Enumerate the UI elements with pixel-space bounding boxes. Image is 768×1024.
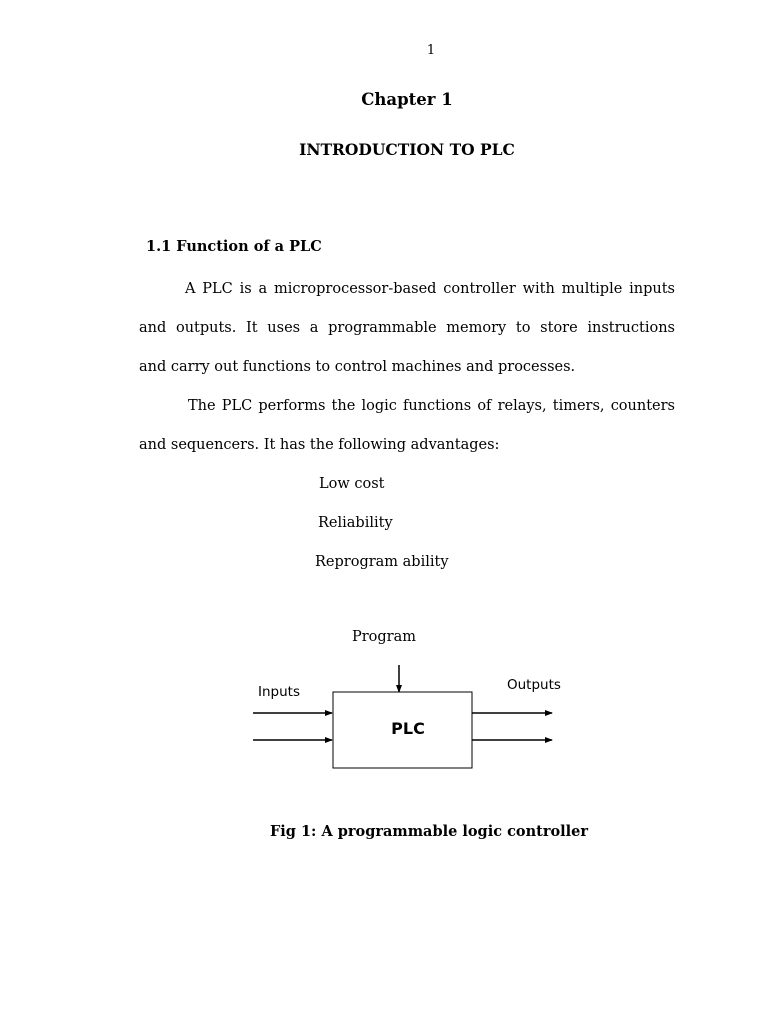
chapter-subtitle: INTRODUCTION TO PLC (299, 140, 515, 159)
plc-diagram-svg (240, 620, 580, 790)
inputs-label: Inputs (258, 684, 300, 700)
paragraph-line: The PLC performs the logic functions of relays, timers, counters (188, 398, 675, 414)
outputs-label: Outputs (507, 677, 561, 693)
advantage-item: Low cost (319, 476, 385, 492)
figure-caption: Fig 1: A programmable logic controller (269, 823, 589, 840)
page-number: 1 (426, 43, 436, 58)
plc-block-diagram (240, 620, 580, 790)
program-label: Program (351, 629, 417, 645)
section-heading: 1.1 Function of a PLC (146, 238, 322, 255)
plc-box-label: PLC (391, 719, 425, 738)
paragraph-line: and outputs. It uses a programmable memory to store instructions (139, 320, 675, 336)
paragraph-line: and carry out functions to control machines and processes. (139, 359, 576, 375)
paragraph-line: A PLC is a microprocessor-based controller with multiple inputs (185, 281, 675, 297)
chapter-title: Chapter 1 (361, 90, 453, 109)
paragraph-line: and sequencers. It has the following advantages: (139, 437, 500, 453)
advantage-item: Reliability (318, 515, 393, 531)
advantage-item: Reprogram ability (315, 554, 449, 570)
